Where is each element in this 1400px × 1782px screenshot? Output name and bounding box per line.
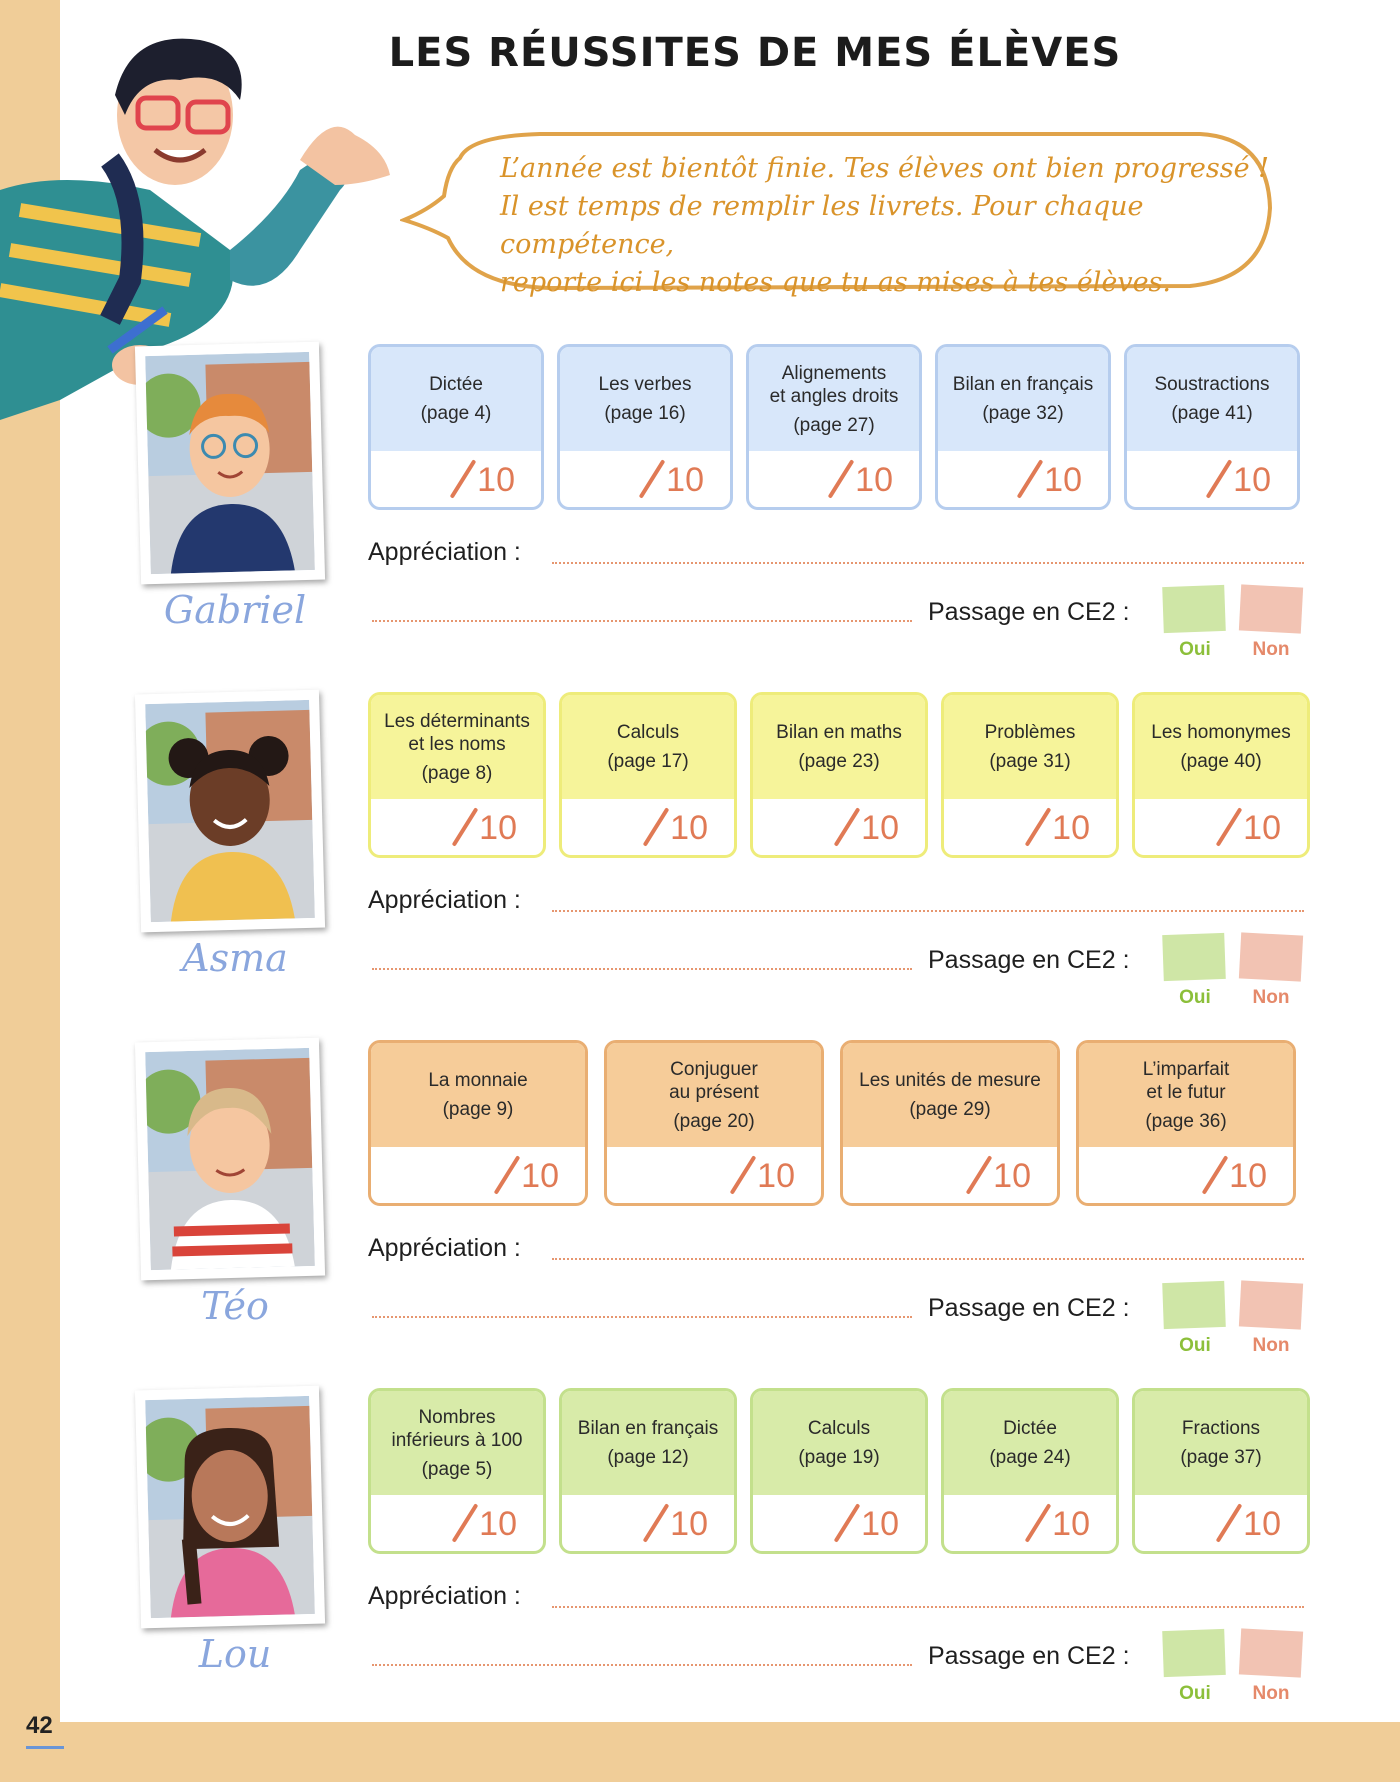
passage-label: Passage en CE2 : xyxy=(928,598,1130,626)
passage-line[interactable] xyxy=(372,1316,912,1318)
skill-card xyxy=(1124,344,1300,510)
page-number: 42 xyxy=(26,1712,53,1739)
score-field[interactable]: 10 xyxy=(741,1153,795,1197)
skill-title: Bilan en maths xyxy=(776,722,902,743)
student-photo xyxy=(135,690,325,933)
page-number-underline xyxy=(26,1746,64,1749)
passage-label: Passage en CE2 : xyxy=(928,1642,1130,1670)
skill-page: (page 24) xyxy=(989,1447,1071,1468)
score-field[interactable]: 10 xyxy=(977,1153,1031,1197)
student-section-gabriel xyxy=(0,344,1400,689)
passage-line[interactable] xyxy=(372,1664,912,1666)
skill-title: Bilan en français xyxy=(952,374,1094,395)
skill-card xyxy=(750,1388,928,1554)
oui-label: Oui xyxy=(1179,1683,1211,1704)
oui-checkbox[interactable] xyxy=(1162,933,1226,981)
student-name: Gabriel xyxy=(163,588,307,632)
oui-label: Oui xyxy=(1179,1335,1211,1356)
oui-checkbox[interactable] xyxy=(1162,585,1226,633)
student-name: Lou xyxy=(198,1632,272,1676)
skill-page: (page 31) xyxy=(989,751,1071,772)
page-title: LES RÉUSSITES DE MES ÉLÈVES xyxy=(388,30,1122,76)
skill-card xyxy=(368,1040,588,1206)
score-field[interactable]: 10 xyxy=(1028,457,1082,501)
skill-title: Les unités de mesure xyxy=(859,1070,1041,1091)
student-photo xyxy=(135,342,325,585)
skill-page: (page 27) xyxy=(793,414,875,436)
skill-title: Alignements et angles droits xyxy=(769,362,899,407)
skill-title: Fractions xyxy=(1181,1418,1261,1439)
appreciation-line[interactable] xyxy=(552,562,1304,564)
skill-page: (page 5) xyxy=(421,1458,493,1480)
non-label: Non xyxy=(1252,1335,1290,1356)
student-name: Asma xyxy=(182,936,288,980)
bubble-line-2: Il est temps de remplir les livrets. Pour chaque compétence, xyxy=(500,191,1144,260)
skill-card xyxy=(559,692,737,858)
oui-label: Oui xyxy=(1179,987,1211,1008)
skill-card xyxy=(368,344,544,510)
score-field[interactable]: 10 xyxy=(463,805,517,849)
non-checkbox[interactable] xyxy=(1239,932,1303,981)
student-section-teo xyxy=(0,1040,1400,1385)
skill-title: Les homonymes xyxy=(1151,722,1291,743)
skill-card xyxy=(1132,1388,1310,1554)
passage-line[interactable] xyxy=(372,968,912,970)
score-field[interactable]: 10 xyxy=(463,1501,517,1545)
skill-card xyxy=(559,1388,737,1554)
skill-card xyxy=(1076,1040,1296,1206)
score-field[interactable]: 10 xyxy=(654,805,708,849)
non-checkbox[interactable] xyxy=(1239,1280,1303,1329)
skill-page: (page 4) xyxy=(420,403,492,424)
skill-card xyxy=(935,344,1111,510)
skill-card xyxy=(941,692,1119,858)
student-photo xyxy=(135,1038,325,1281)
skill-page: (page 9) xyxy=(442,1099,514,1120)
skill-title: Problèmes xyxy=(984,722,1076,743)
oui-checkbox[interactable] xyxy=(1162,1629,1226,1677)
skill-title: Les déterminants et les noms xyxy=(384,710,530,755)
skill-card xyxy=(368,692,546,858)
skill-page: (page 16) xyxy=(604,403,686,424)
skill-page: (page 41) xyxy=(1171,403,1253,424)
non-checkbox[interactable] xyxy=(1239,1628,1303,1677)
appreciation-label: Appréciation : xyxy=(368,538,521,566)
score-field[interactable]: 10 xyxy=(1217,457,1271,501)
oui-label: Oui xyxy=(1179,639,1211,660)
skill-page: (page 12) xyxy=(607,1447,689,1468)
bubble-line-3: reporte ici les notes que tu as mises à tes élèves. xyxy=(500,267,1171,298)
skill-title: Dictée xyxy=(429,374,483,395)
skill-page: (page 37) xyxy=(1180,1447,1262,1468)
skill-title: Les verbes xyxy=(598,374,692,395)
skill-page: (page 19) xyxy=(798,1447,880,1468)
score-field[interactable]: 10 xyxy=(1227,1501,1281,1545)
appreciation-label: Appréciation : xyxy=(368,1582,521,1610)
appreciation-label: Appréciation : xyxy=(368,886,521,914)
skill-card xyxy=(750,692,928,858)
score-field[interactable]: 10 xyxy=(839,457,893,501)
skill-title: Calculs xyxy=(616,722,680,743)
skill-card xyxy=(1132,692,1310,858)
appreciation-line[interactable] xyxy=(552,910,1304,912)
student-name: Téo xyxy=(201,1284,269,1328)
speech-bubble-text xyxy=(500,150,1290,302)
skill-title: Soustractions xyxy=(1154,374,1270,395)
skill-title: La monnaie xyxy=(428,1070,528,1091)
skill-title: Bilan en français xyxy=(577,1418,719,1439)
score-field[interactable]: 10 xyxy=(654,1501,708,1545)
appreciation-line[interactable] xyxy=(552,1606,1304,1608)
skill-page: (page 20) xyxy=(673,1110,755,1132)
skill-title: Calculs xyxy=(807,1418,871,1439)
student-section-lou xyxy=(0,1388,1400,1733)
passage-label: Passage en CE2 : xyxy=(928,946,1130,974)
skill-page: (page 36) xyxy=(1145,1110,1227,1132)
skill-page: (page 8) xyxy=(421,762,493,784)
passage-label: Passage en CE2 : xyxy=(928,1294,1130,1322)
oui-checkbox[interactable] xyxy=(1162,1281,1226,1329)
student-photo xyxy=(135,1386,325,1629)
score-field[interactable]: 10 xyxy=(1036,805,1090,849)
non-label: Non xyxy=(1252,639,1290,660)
skill-page: (page 29) xyxy=(909,1099,991,1120)
skill-card xyxy=(941,1388,1119,1554)
skill-page: (page 17) xyxy=(607,751,689,772)
score-field[interactable]: 10 xyxy=(505,1153,559,1197)
score-field[interactable]: 10 xyxy=(461,457,515,501)
score-field[interactable]: 10 xyxy=(845,1501,899,1545)
score-field[interactable]: 10 xyxy=(1213,1153,1267,1197)
score-field[interactable]: 10 xyxy=(650,457,704,501)
appreciation-line[interactable] xyxy=(552,1258,1304,1260)
skill-card xyxy=(746,344,922,510)
skill-card xyxy=(840,1040,1060,1206)
skill-page: (page 23) xyxy=(798,751,880,772)
non-label: Non xyxy=(1252,1683,1290,1704)
student-section-asma xyxy=(0,692,1400,1037)
non-label: Non xyxy=(1252,987,1290,1008)
skill-card xyxy=(557,344,733,510)
skill-title: Dictée xyxy=(1003,1418,1057,1439)
passage-line[interactable] xyxy=(372,620,912,622)
skill-page: (page 32) xyxy=(982,403,1064,424)
bubble-line-1: L’année est bientôt finie. Tes élèves ont bien progressé ! xyxy=(500,153,1269,184)
score-field[interactable]: 10 xyxy=(1036,1501,1090,1545)
non-checkbox[interactable] xyxy=(1239,584,1303,633)
score-field[interactable]: 10 xyxy=(1227,805,1281,849)
appreciation-label: Appréciation : xyxy=(368,1234,521,1262)
score-field[interactable]: 10 xyxy=(845,805,899,849)
skill-page: (page 40) xyxy=(1180,751,1262,772)
skill-card xyxy=(368,1388,546,1554)
skill-title: L’imparfait et le futur xyxy=(1142,1058,1230,1103)
skill-card xyxy=(604,1040,824,1206)
skill-title: Nombres inférieurs à 100 xyxy=(391,1406,523,1451)
skill-title: Conjuguer au présent xyxy=(669,1058,759,1103)
